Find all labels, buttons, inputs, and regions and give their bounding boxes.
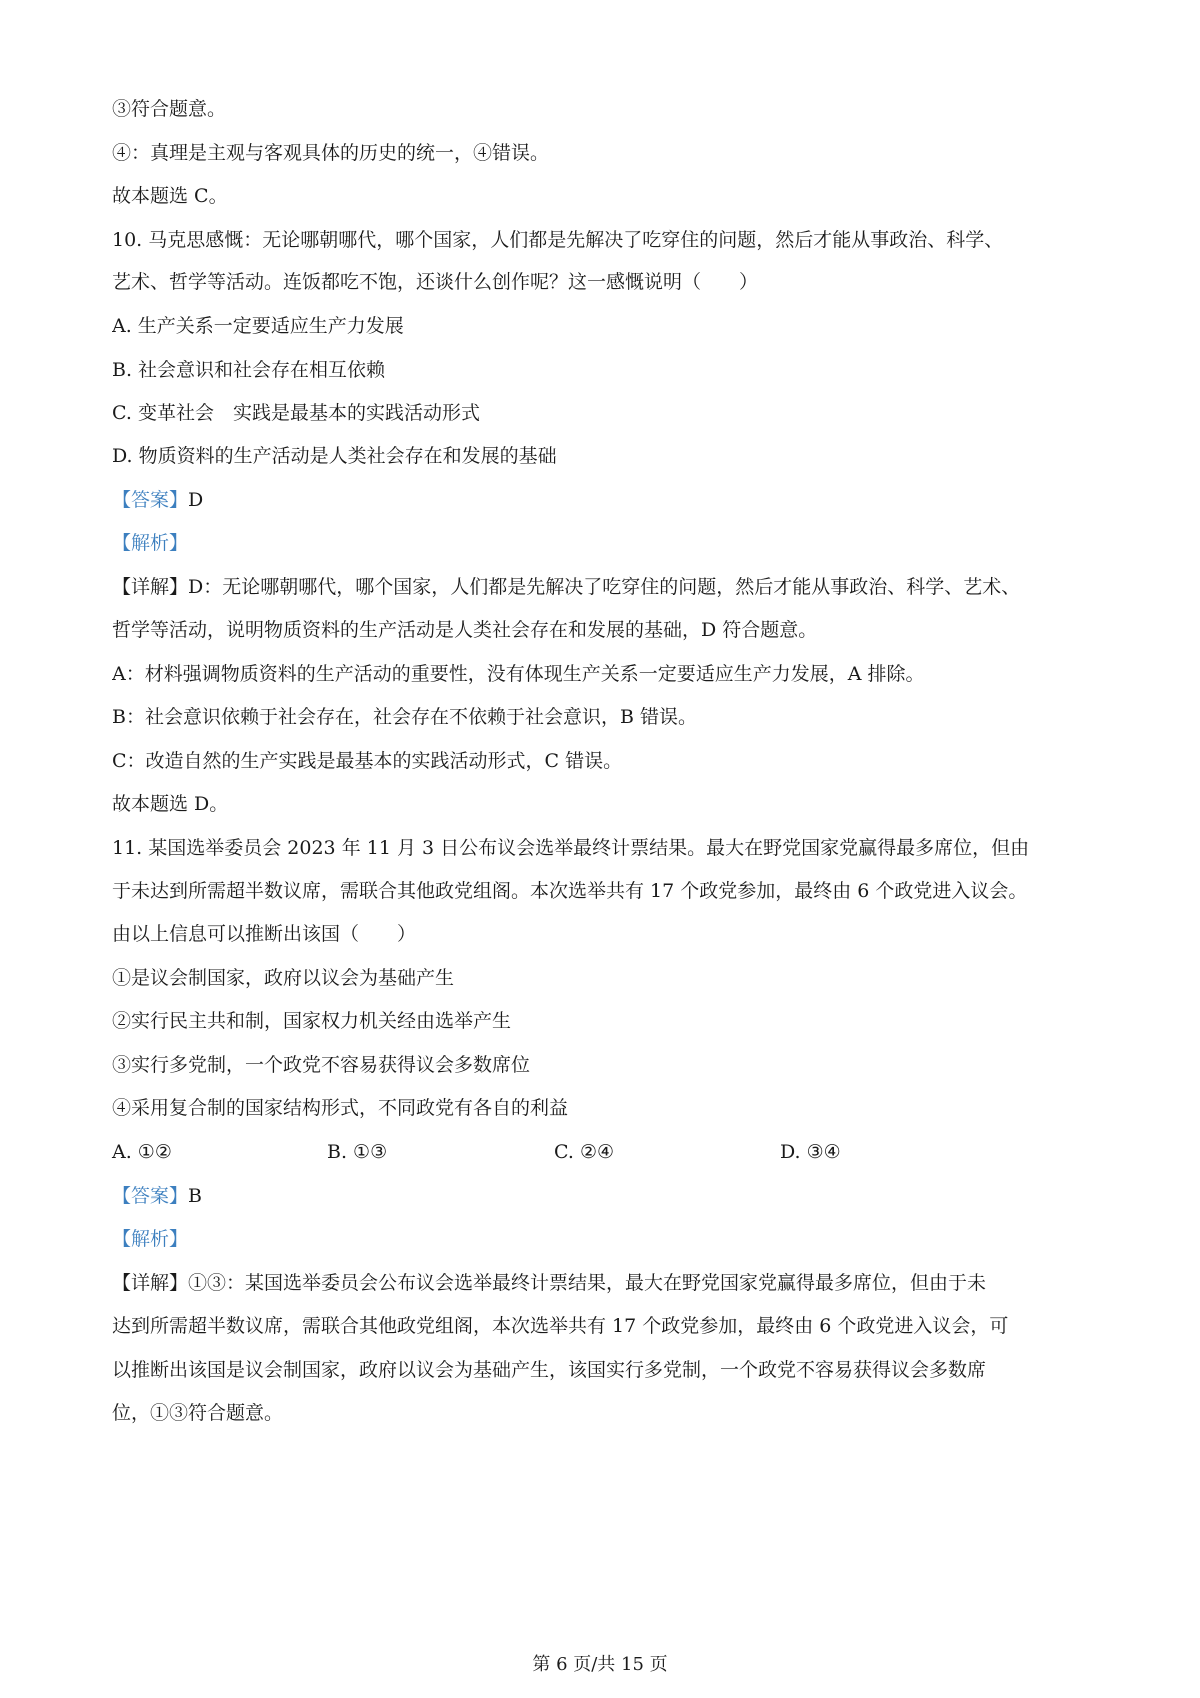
detail-line: 位，①③符合题意。 (112, 1402, 284, 1424)
question-11-stem: 于未达到所需超半数议席，需联合其他政党组阁。本次选举共有 17 个政党参加，最终由 6 个政党进入议会。 (112, 880, 1028, 902)
analysis-tag: 【解析】 (112, 532, 189, 554)
option-d: D. ③④ (780, 1141, 841, 1163)
answer-value: B (188, 1185, 202, 1207)
statement-3: ③实行多党制，一个政党不容易获得议会多数席位 (112, 1054, 531, 1076)
option-c: C. ②④ (554, 1141, 615, 1163)
detail-line (112, 1269, 1102, 1297)
question-10-stem: 10. 马克思感慨：无论哪朝哪代，哪个国家，人们都是先解决了吃穿住的问题，然后才能从事政治、科学、 (112, 229, 1004, 251)
detail-tag: 【详解】 (112, 576, 189, 598)
text-line: ③符合题意。 (112, 98, 227, 120)
answer-line (112, 1182, 1102, 1210)
detail-line: 以推断出该国是议会制国家，政府以议会为基础产生，该国实行多党制，一个政党不容易获得议会多数席 (112, 1359, 987, 1381)
detail-line: 达到所需超半数议席，需联合其他政党组阁，本次选举共有 17 个政党参加，最终由 6 个政党进入议会，可 (112, 1315, 1009, 1337)
text-line: 故本题选 C。 (112, 185, 228, 207)
page-number: 第 6 页/共 15 页 (532, 1654, 668, 1675)
option-c: C. 变革社会 实践是最基本的实践活动形式 (112, 402, 480, 424)
statement-1: ①是议会制国家，政府以议会为基础产生 (112, 967, 455, 989)
answer-tag: 【答案】 (112, 489, 189, 511)
detail-text: ①③：某国选举委员会公布议会选举最终计票结果，最大在野党国家党赢得最多席位，但由于未 (188, 1272, 987, 1294)
option-a: A. 生产关系一定要适应生产力发展 (112, 315, 404, 337)
detail-line: A：材料强调物质资料的生产活动的重要性，没有体现生产关系一定要适应生产力发展，A 排除。 (112, 663, 925, 685)
answer-tag: 【答案】 (112, 1185, 189, 1207)
statement-4: ④采用复合制的国家结构形式，不同政党有各自的利益 (112, 1097, 569, 1119)
detail-line: 故本题选 D。 (112, 793, 229, 815)
detail-line: B：社会意识依赖于社会存在，社会存在不依赖于社会意识，B 错误。 (112, 706, 697, 728)
detail-text: D：无论哪朝哪代，哪个国家，人们都是先解决了吃穿住的问题，然后才能从事政治、科学、艺术、 (188, 576, 1021, 598)
question-11-stem: 由以上信息可以推断出该国（ ） (112, 923, 417, 945)
option-b: B. 社会意识和社会存在相互依赖 (112, 359, 386, 381)
text-line: ④：真理是主观与客观具体的历史的统一，④错误。 (112, 142, 550, 164)
answer-line (112, 486, 1102, 514)
analysis-tag: 【解析】 (112, 1228, 189, 1250)
detail-tag: 【详解】 (112, 1272, 189, 1294)
detail-line: 哲学等活动，说明物质资料的生产活动是人类社会存在和发展的基础，D 符合题意。 (112, 619, 818, 641)
option-b: B. ①③ (327, 1141, 388, 1163)
detail-line: C：改造自然的生产实践是最基本的实践活动形式，C 错误。 (112, 750, 623, 772)
detail-line (112, 573, 1102, 601)
analysis-line (112, 529, 1102, 557)
statement-2: ②实行民主共和制，国家权力机关经由选举产生 (112, 1010, 512, 1032)
answer-value: D (188, 489, 204, 511)
question-10-stem: 艺术、哲学等活动。连饭都吃不饱，还谈什么创作呢？这一感慨说明（ ） (112, 271, 759, 293)
analysis-line (112, 1225, 1102, 1253)
option-a: A. ①② (112, 1141, 172, 1163)
option-d: D. 物质资料的生产活动是人类社会存在和发展的基础 (112, 445, 557, 467)
question-11-stem: 11. 某国选举委员会 2023 年 11 月 3 日公布议会选举最终计票结果。最大在野党国家党赢得最多席位，但由 (112, 837, 1030, 859)
